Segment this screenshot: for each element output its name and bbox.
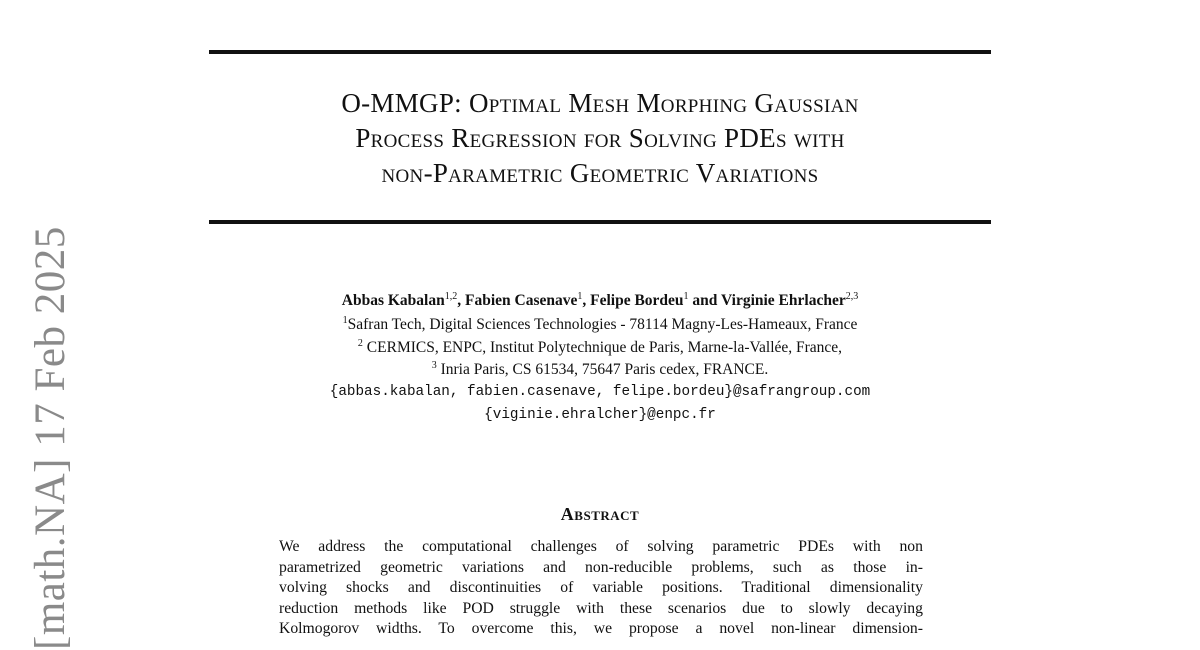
arxiv-identifier-stamp: [math.NA] 17 Feb 2025 xyxy=(27,226,74,650)
affiliation-text: Safran Tech, Digital Sciences Technologies - 78114 Magny-Les-Hameaux, France xyxy=(347,316,858,333)
author-name: Virginie Ehrlacher xyxy=(721,292,846,309)
abstract-line: volving shocks and discontinuities of variable positions. Traditional dimensionality xyxy=(279,579,923,596)
author-separator: , xyxy=(582,292,591,309)
affiliation-mark: 2 xyxy=(357,338,363,349)
title-bottom-rule xyxy=(209,220,991,224)
abstract-line: We address the computational challenges of solving parametric PDEs with non xyxy=(279,538,923,555)
title-line: O-MMGP: Optimal Mesh Morphing Gaussian xyxy=(341,88,859,118)
author-affiliation-mark: 1 xyxy=(683,291,689,302)
author-name: Fabien Casenave xyxy=(464,292,578,309)
affiliation-mark: 3 xyxy=(431,360,437,371)
author-affiliation-mark: 1,2 xyxy=(444,291,458,302)
paper-title xyxy=(209,86,991,191)
affiliation-line xyxy=(200,360,1000,380)
author-name: Felipe Bordeu xyxy=(590,292,684,309)
author-separator: and xyxy=(688,292,722,309)
abstract-text xyxy=(279,537,923,640)
abstract-line: reduction methods like POD struggle with these scenarios due to slowly decaying xyxy=(279,599,923,617)
affiliation-mark: 1 xyxy=(342,315,348,326)
abstract-heading: Abstract xyxy=(560,504,640,524)
affiliation-line xyxy=(200,315,1000,335)
abstract-line: parametrized geometric variations and non-reducible problems, such as those in- xyxy=(279,558,923,576)
affiliation-text: CERMICS, ENPC, Institut Polytechnique de Paris, Marne-la-Vallée, France, xyxy=(362,339,843,356)
email-line: {abbas.kabalan, fabien.casenave, felipe.bordeu}@safrangroup.com xyxy=(329,384,871,400)
author-separator: , xyxy=(457,292,465,309)
author-affiliation-mark: 1 xyxy=(577,291,583,302)
email-line: {viginie.ehralcher}@enpc.fr xyxy=(484,407,716,423)
author-affiliation-mark: 2,3 xyxy=(845,291,859,302)
title-line: Process Regression for Solving PDEs with xyxy=(355,123,845,153)
title-line: non-Parametric Geometric Variations xyxy=(381,158,819,188)
author-list xyxy=(200,291,1000,311)
title-top-rule xyxy=(209,50,991,54)
affiliation-text: Inria Paris, CS 61534, 75647 Paris cedex, FRANCE. xyxy=(436,361,769,378)
affiliation-line xyxy=(200,338,1000,358)
abstract-line: Kolmogorov widths. To overcome this, we propose a novel non-linear dimension- xyxy=(279,620,923,637)
author-name: Abbas Kabalan xyxy=(341,292,445,309)
